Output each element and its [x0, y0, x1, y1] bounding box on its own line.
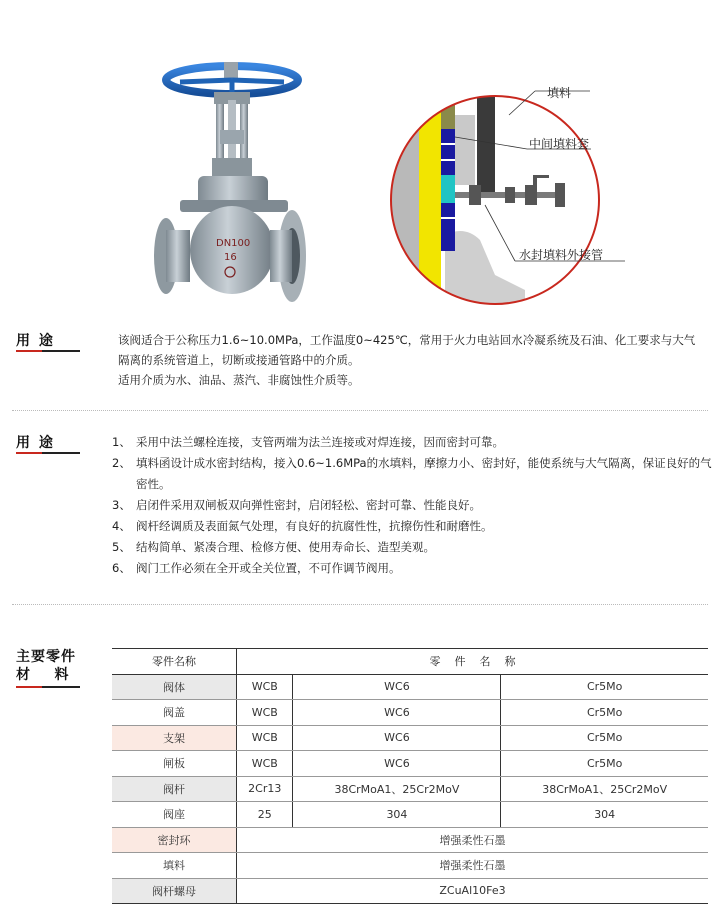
list-item: [112, 537, 712, 558]
usage-line-3: 适用介质为水、油品、蒸汽、非腐蚀性介质等。: [118, 373, 360, 387]
features-list: [112, 432, 712, 579]
material-cell: 25: [237, 802, 293, 828]
valve-size-marking: DN100: [216, 238, 251, 249]
table-row: [112, 725, 708, 751]
item-number: 2、: [112, 456, 131, 470]
item-text: 阀杆经调质及表面氮气处理，有良好的抗腐性性，抗擦伤性和耐磨性。: [136, 519, 493, 533]
col-header-materials: 零 件 名 称: [237, 649, 709, 675]
table-row: [112, 878, 708, 904]
list-item: [112, 558, 712, 579]
material-cell: 304: [293, 802, 501, 828]
material-cell: 2Cr13: [237, 776, 293, 802]
material-cell: 38CrMoA1、25Cr2MoV: [501, 776, 708, 802]
divider: [12, 604, 708, 605]
item-text: 阀门工作必须在全开或全关位置，不可作调节阀用。: [136, 561, 401, 575]
gate-valve-image: [150, 60, 310, 320]
table-row: [112, 776, 708, 802]
heading-underline: [16, 452, 80, 454]
item-number: 3、: [112, 498, 131, 512]
features-heading-text: 用 途: [16, 435, 55, 451]
material-cell-merged: 增强柔性石墨: [237, 853, 709, 879]
usage-heading-text: 用 途: [16, 333, 55, 349]
material-cell: WC6: [293, 725, 501, 751]
features-heading: [16, 432, 80, 452]
material-cell: WCB: [237, 674, 293, 700]
item-text: 填料函设计成水密封结构，接入0.6~1.6MPa的水填料，摩擦力小、密封好，能使系统与大气隔离，保证良好的气密性。: [136, 456, 712, 491]
parts-table: [112, 648, 708, 904]
usage-line-1: 该阀适合于公称压力1.6~10.0MPa，工作温度0~425℃，常用于火力电站回水冷凝系统及石油、化工要求与大气: [118, 333, 696, 347]
material-cell-merged: 增强柔性石墨: [237, 827, 709, 853]
part-name: 支架: [112, 725, 237, 751]
material-cell: WCB: [237, 700, 293, 726]
parts-heading-line-1: 主要零件: [16, 649, 76, 665]
part-name: 密封环: [112, 827, 237, 853]
list-item: [112, 516, 712, 537]
material-cell-merged: ZCuAl10Fe3: [237, 878, 709, 904]
material-cell: Cr5Mo: [501, 725, 708, 751]
material-cell: WC6: [293, 751, 501, 777]
parts-heading: [16, 648, 80, 684]
list-item: [112, 495, 712, 516]
item-text: 启闭件采用双闸板双向弹性密封，启闭轻松、密封可靠、性能良好。: [136, 498, 481, 512]
part-name: 阀座: [112, 802, 237, 828]
material-cell: WCB: [237, 751, 293, 777]
usage-line-2: 隔离的系统管道上，切断或接通管路中的介质。: [118, 353, 360, 367]
label-packing: 填料: [547, 86, 572, 100]
table-row: [112, 853, 708, 879]
valve-pressure-marking: 16: [224, 252, 237, 263]
packing-detail-diagram: [385, 75, 715, 305]
item-text: 结构简单、紧凑合理、检修方便、使用寿命长、造型美观。: [136, 540, 435, 554]
list-item: [112, 453, 712, 495]
material-cell: 38CrMoA1、25Cr2MoV: [293, 776, 501, 802]
heading-underline: [16, 350, 80, 352]
table-row: [112, 751, 708, 777]
part-name: 阀盖: [112, 700, 237, 726]
item-number: 1、: [112, 435, 131, 449]
material-cell: 304: [501, 802, 708, 828]
material-cell: Cr5Mo: [501, 674, 708, 700]
material-cell: WCB: [237, 725, 293, 751]
part-name: 闸板: [112, 751, 237, 777]
parts-heading-line-2: 材 料: [16, 667, 70, 683]
item-text: 采用中法兰螺栓连接，支管两端为法兰连接或对焊连接，因而密封可靠。: [136, 435, 504, 449]
usage-paragraph: [118, 330, 710, 390]
part-name: 阀杆螺母: [112, 878, 237, 904]
material-cell: Cr5Mo: [501, 700, 708, 726]
part-name: 阀杆: [112, 776, 237, 802]
table-header-row: [112, 649, 708, 675]
material-cell: WC6: [293, 674, 501, 700]
col-header-part-name: 零件名称: [112, 649, 237, 675]
material-cell: Cr5Mo: [501, 751, 708, 777]
label-middle-sleeve: 中间填料套: [529, 137, 590, 151]
material-cell: WC6: [293, 700, 501, 726]
item-number: 4、: [112, 519, 131, 533]
label-water-seal-pipe: 水封填料外接管: [519, 248, 604, 262]
item-number: 6、: [112, 561, 131, 575]
table-row: [112, 827, 708, 853]
table-row: [112, 674, 708, 700]
part-name: 阀体: [112, 674, 237, 700]
part-name: 填料: [112, 853, 237, 879]
usage-heading: [16, 330, 80, 350]
item-number: 5、: [112, 540, 131, 554]
table-row: [112, 700, 708, 726]
table-row: [112, 802, 708, 828]
heading-underline: [16, 686, 80, 688]
list-item: [112, 432, 712, 453]
divider: [12, 410, 708, 411]
